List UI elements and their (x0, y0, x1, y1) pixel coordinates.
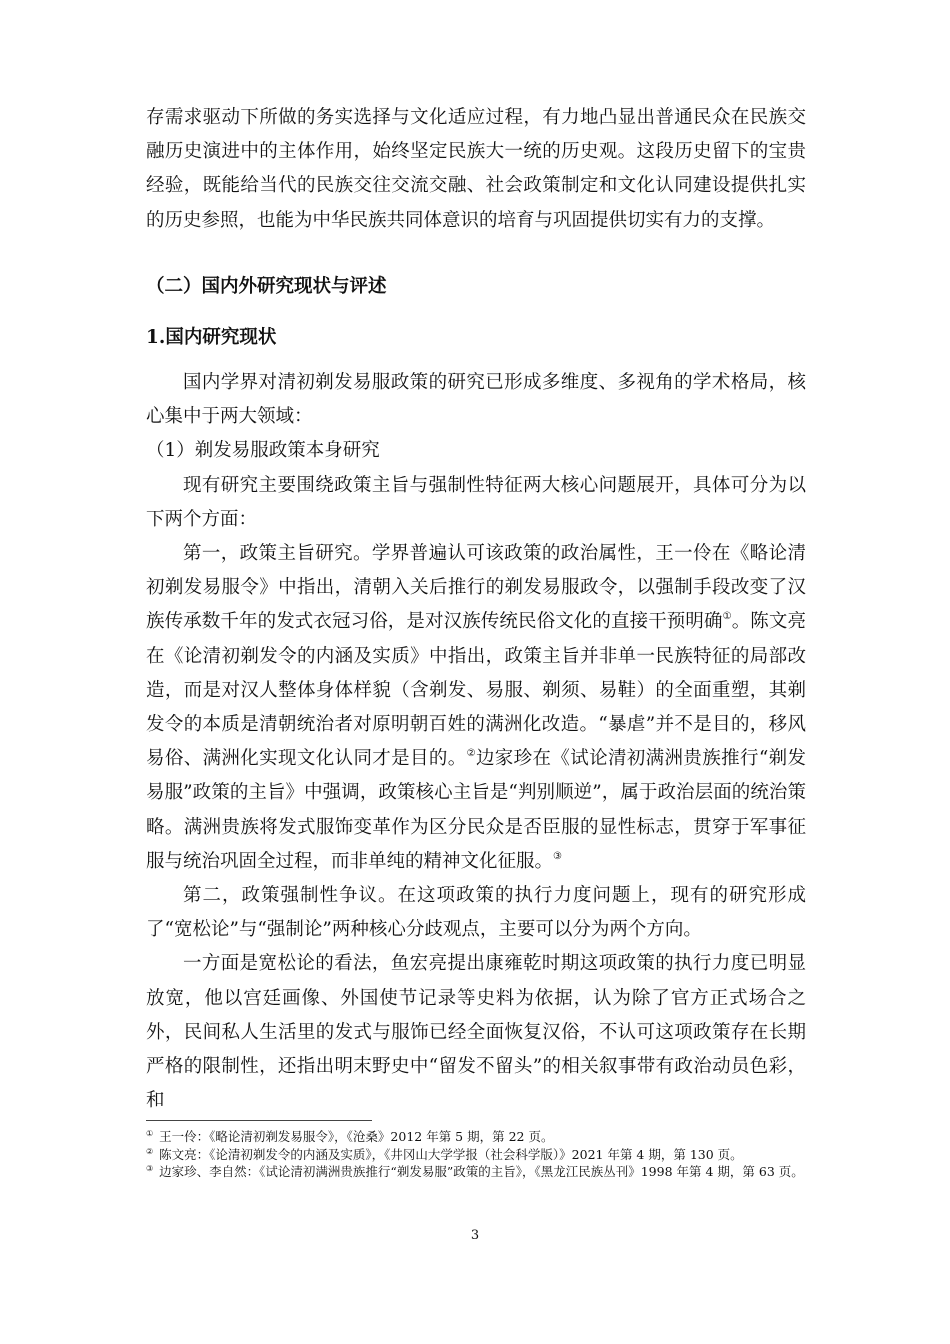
main-body (146, 366, 806, 1118)
footnote-mark: ③ (146, 1164, 154, 1174)
paragraph-policy-aim (146, 537, 806, 879)
footnote-divider (146, 1120, 372, 1121)
paragraph-text: 。陈文亮在《论清初剃发令的内涵及实质》中指出，政策主旨并非单一民族特征的局部改造，而是对汉人整体身体样貌（含剃发、易服、剃须、易鞋）的全面重塑，其剃发令的本质是清朝统治者对原明朝百姓的满洲化改造。“暴虐”并不是目的，移风易俗、满洲化实现文化认同才是目的。 (146, 611, 806, 770)
footnote-item (146, 1146, 810, 1164)
footnote-mark: ① (146, 1129, 154, 1138)
paragraph-text: 存需求驱动下所做的务实选择与文化适应过程，有力地凸显出普通民众在民族交融历史演进中的主体作用，始终坚定民族大一统的历史观。这段历史留下的宝贵经验，既能给当代的民族交往交流交融、社会政策制定和文化认同建设提供扎实的历史参照，也能为中华民族共同体意识的培育与巩固提供切实有力的支撑。 (146, 107, 806, 231)
subsection-heading: 1.国内研究现状 (146, 327, 277, 348)
footnote-ref[interactable]: ② (466, 748, 476, 760)
footnote-text: 陈文亮：《论清初剃发令的内涵及实质》，《井冈山大学学报（社会科学版）》2021 年第 4 期，第 130 页。 (159, 1146, 743, 1162)
paragraph-continuation (146, 101, 806, 238)
footnote-text: 王一伶：《略论清初剃发易服令》，《沧桑》2012 年第 5 期，第 22 页。 (159, 1129, 554, 1144)
section-heading: （二）国内外研究现状与评述 (146, 276, 387, 297)
paragraph-lenient-view: 一方面是宽松论的看法，鱼宏亮提出康雍乾时期这项政策的执行力度已明显放宽，他以宫廷画像、外国使节记录等史料为依据，认为除了官方正式场合之外，民间私人生活里的发式与服饰已经全面恢复汉俗，不认可这项政策存在长期严格的限制性，还指出明末野史中“留发不留头”的相关叙事带有政治动员色彩，和 (146, 953, 806, 1112)
footnote-item (146, 1163, 810, 1181)
footnote-ref[interactable]: ① (722, 611, 732, 623)
footnote-item (146, 1128, 810, 1146)
footnote-mark: ② (146, 1146, 154, 1156)
footnote-text: 边家珍、李自然：《试论清初满洲贵族推行“剃发易服”政策的主旨》，《黑龙江民族丛刊》1998 年第 4 期，第 63 页。 (159, 1164, 804, 1180)
paragraph-text: 第一，政策主旨研究。学界普遍认可该政策的政治属性，王一伶在《略论清初剃发易服令》中指出，清朝入关后推行的剃发易服政令，以强制手段改变了汉族传承数千年的发式衣冠习俗，是对汉族传统民俗文化的直接干预明确 (146, 543, 806, 633)
page-number: 3 (470, 1228, 480, 1243)
footnotes (146, 1128, 810, 1181)
footnote-ref[interactable]: ③ (553, 850, 562, 862)
paragraph-text: 边家珍在《试论清初满洲贵族推行“剃发易服”政策的主旨》中强调，政策核心主旨是“判别顺逆”，属于政治层面的统治策略。满洲贵族将发式服饰变革作为区分民众是否臣服的显性标志，贯穿于军事征服与统治巩固全过程，而非单纯的精神文化征服。 (146, 748, 806, 872)
subtopic-label: （1）剃发易服政策本身研究 (146, 440, 380, 462)
paragraph-coercion: 第二，政策强制性争议。在这项政策的执行力度问题上，现有的研究形成了“宽松论”与“强制论”两种核心分歧观点，主要可以分为两个方向。 (146, 885, 806, 941)
paragraph-intro: 国内学界对清初剃发易服政策的研究已形成多维度、多视角的学术格局，核心集中于两大领域： (146, 372, 806, 428)
paragraph-overview: 现有研究主要围绕政策主旨与强制性特征两大核心问题展开，具体可分为以下两个方面： (146, 474, 806, 530)
